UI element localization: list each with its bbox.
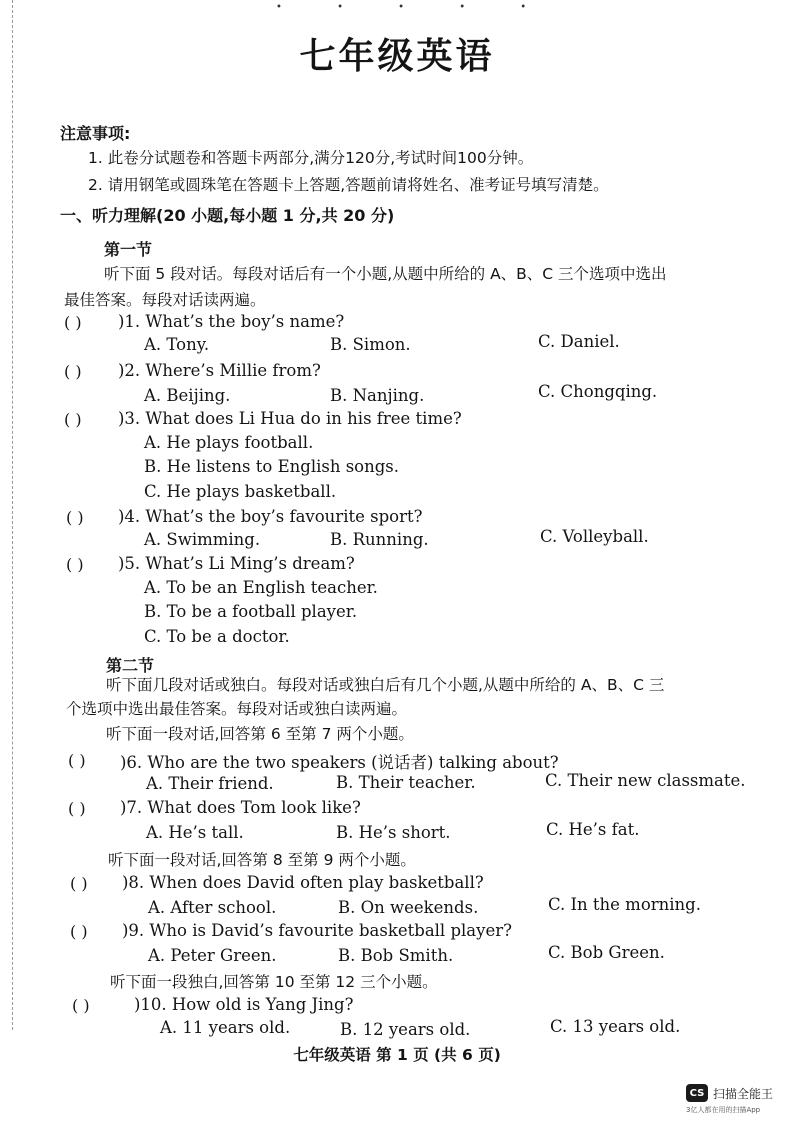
question-1-option-c: C. Daniel. [538, 332, 620, 351]
part2-subsection-3: 听下面一段独白,回答第 10 至第 12 三个小题。 [110, 973, 438, 991]
question-2-option-a: A. Beijing. [144, 386, 231, 405]
scanner-watermark [686, 1084, 773, 1102]
camscanner-logo-icon: CS [686, 1084, 708, 1102]
question-4-option-b: B. Running. [330, 530, 429, 549]
question-4-option-a: A. Swimming. [144, 530, 261, 549]
question-7-option-b: B. He’s short. [336, 823, 451, 842]
question-10-option-b: B. 12 years old. [340, 1020, 471, 1039]
answer-blank-9[interactable]: ( ) [70, 922, 88, 941]
answer-blank-3[interactable]: ( ) [64, 410, 82, 429]
part2-instruction-line1: 听下面几段对话或独白。每段对话或独白后有几个小题,从题中所给的 A、B、C 三 [106, 676, 665, 694]
answer-blank-8[interactable]: ( ) [70, 874, 88, 893]
part1-instruction-line2: 最佳答案。每段对话读两遍。 [64, 291, 266, 309]
binding-edge-line [12, 0, 14, 1030]
question-9-option-a: A. Peter Green. [148, 946, 277, 965]
question-5-option-b: B. To be a football player. [144, 602, 358, 621]
question-6-option-a: A. Their friend. [146, 774, 274, 793]
part2-instruction-line2: 个选项中选出最佳答案。每段对话或独白读两遍。 [66, 700, 408, 718]
question-2-option-b: B. Nanjing. [330, 386, 425, 405]
question-5-option-a: A. To be an English teacher. [144, 578, 378, 597]
part2-subsection-2: 听下面一段对话,回答第 8 至第 9 两个小题。 [108, 851, 416, 869]
question-1-stem: )1. What’s the boy’s name? [118, 312, 345, 331]
question-7-option-c: C. He’s fat. [546, 820, 640, 839]
question-6-option-c: C. Their new classmate. [545, 771, 746, 790]
question-8-option-b: B. On weekends. [338, 898, 479, 917]
question-3-option-c: C. He plays basketball. [144, 482, 337, 501]
question-1-option-b: B. Simon. [330, 335, 411, 354]
answer-blank-10[interactable]: ( ) [72, 996, 90, 1015]
question-2-stem: )2. Where’s Millie from? [118, 361, 321, 380]
question-6-stem: )6. Who are the two speakers (说话者) talking about? [120, 753, 559, 772]
answer-blank-7[interactable]: ( ) [68, 799, 86, 818]
answer-blank-4[interactable]: ( ) [66, 508, 84, 527]
notice-item-2: 2. 请用钢笔或圆珠笔在答题卡上答题,答题前请将姓名、准考证号填写清楚。 [88, 176, 609, 194]
part1-heading: 第一节 [104, 240, 153, 259]
question-4-stem: )4. What’s the boy’s favourite sport? [118, 507, 423, 526]
answer-blank-1[interactable]: ( ) [64, 313, 82, 332]
question-5-option-c: C. To be a doctor. [144, 627, 290, 646]
question-6-option-b: B. Their teacher. [336, 773, 476, 792]
question-9-option-c: C. Bob Green. [548, 943, 665, 962]
answer-blank-2[interactable]: ( ) [64, 362, 82, 381]
top-dots-decoration: • • • • • [276, 2, 553, 13]
section1-heading: 一、听力理解(20 小题,每小题 1 分,共 20 分) [60, 206, 395, 225]
question-8-option-a: A. After school. [148, 898, 277, 917]
question-10-stem: )10. How old is Yang Jing? [134, 995, 354, 1014]
question-8-stem: )8. When does David often play basketball? [122, 873, 484, 892]
answer-blank-5[interactable]: ( ) [66, 555, 84, 574]
page-title: 七年级英语 [299, 36, 495, 77]
page-footer: 七年级英语 第 1 页 (共 6 页) [293, 1046, 501, 1064]
question-3-option-b: B. He listens to English songs. [144, 457, 400, 476]
question-2-option-c: C. Chongqing. [538, 382, 658, 401]
notice-heading: 注意事项: [60, 124, 131, 143]
part1-instruction-line1: 听下面 5 段对话。每段对话后有一个小题,从题中所给的 A、B、C 三个选项中选出 [104, 265, 667, 283]
question-5-stem: )5. What’s Li Ming’s dream? [118, 554, 355, 573]
watermark-tagline: 3亿人都在用的扫描App [686, 1106, 761, 1114]
part2-subsection-1: 听下面一段对话,回答第 6 至第 7 两个小题。 [106, 725, 414, 743]
notice-item-1: 1. 此卷分试题卷和答题卡两部分,满分120分,考试时间100分钟。 [88, 149, 534, 167]
question-7-option-a: A. He’s tall. [146, 823, 244, 842]
question-10-option-a: A. 11 years old. [160, 1018, 291, 1037]
question-3-stem: )3. What does Li Hua do in his free time? [118, 409, 462, 428]
question-4-option-c: C. Volleyball. [540, 527, 649, 546]
question-10-option-c: C. 13 years old. [550, 1017, 681, 1036]
question-9-stem: )9. Who is David’s favourite basketball player? [122, 921, 512, 940]
question-9-option-b: B. Bob Smith. [338, 946, 454, 965]
part2-heading: 第二节 [106, 656, 155, 675]
question-7-stem: )7. What does Tom look like? [120, 798, 361, 817]
watermark-brand: 扫描全能王 [713, 1086, 774, 1101]
question-1-option-a: A. Tony. [144, 335, 210, 354]
question-8-option-c: C. In the morning. [548, 895, 701, 914]
answer-blank-6[interactable]: ( ) [68, 751, 86, 770]
question-3-option-a: A. He plays football. [144, 433, 314, 452]
